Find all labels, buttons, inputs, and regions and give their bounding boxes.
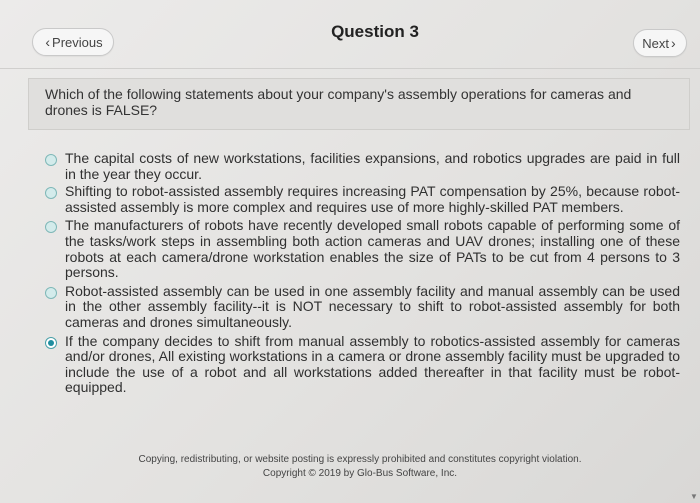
option-text: The manufacturers of robots have recently developed small robots capable of performing some of the tasks/work steps in assembling both action cameras and UAV drones; installing one of these robots at each camera/drone workstation enables the size of PATs to be cut from 4 persons to 3 persons. <box>65 217 680 281</box>
radio-button[interactable] <box>45 187 57 199</box>
chevron-left-icon: ‹ <box>45 34 51 50</box>
answer-option-3[interactable] <box>45 218 680 280</box>
option-text: If the company decides to shift from manual assembly to robotics-assisted assembly for cameras and/or drones, All existing workstations in a camera or drone assembly facility must be upgraded to include the use of a robot and all workstations added thereafter in that facility must be robot-equipped. <box>65 332 680 396</box>
scroll-down-icon[interactable]: ▼ <box>690 492 698 501</box>
option-text: Robot-assisted assembly can be used in one assembly facility and manual assembly can be used in the other assembly facility--it is NOT necessary to shift to robot-assisted assembly for both cameras and drones simultaneously. <box>65 282 680 330</box>
page-title: Question 3 <box>331 22 419 41</box>
radio-button[interactable] <box>45 287 57 299</box>
answer-option-4[interactable] <box>45 284 680 331</box>
radio-button[interactable] <box>45 221 57 233</box>
answer-option-5[interactable] <box>45 334 680 396</box>
chevron-right-icon: › <box>671 35 676 51</box>
answer-options <box>45 151 680 396</box>
answer-option-1[interactable] <box>45 151 680 182</box>
next-label: Next <box>642 35 670 51</box>
header-divider <box>0 68 700 69</box>
option-text: The capital costs of new workstations, facilities expansions, and robotics upgrades are paid in full in the year they occur. <box>65 150 680 182</box>
radio-button[interactable] <box>45 154 57 166</box>
next-button[interactable] <box>633 29 687 57</box>
copyright-line-1: Copying, redistributing, or website posting is expressly prohibited and constitutes copyright violation. <box>138 454 582 465</box>
option-text: Shifting to robot-assisted assembly requires increasing PAT compensation by 25%, because robot-assisted assembly is more complex and requires use of more highly-skilled PAT members. <box>65 183 680 215</box>
question-text: Which of the following statements about your company's assembly operations for cameras and drones is FALSE? <box>45 86 632 118</box>
previous-label: Previous <box>52 34 103 50</box>
copyright-notice <box>0 453 700 481</box>
answer-option-2[interactable] <box>45 184 680 215</box>
radio-button-selected[interactable] <box>45 337 57 349</box>
copyright-line-2: Copyright © 2019 by Glo-Bus Software, Inc. <box>262 468 458 479</box>
